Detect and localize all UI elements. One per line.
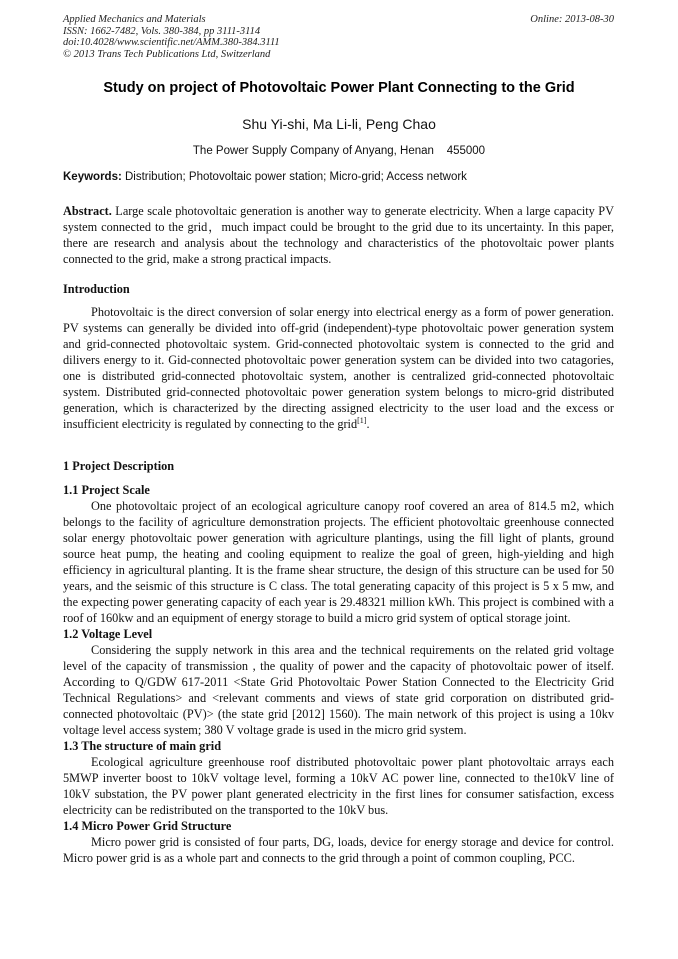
paper-authors: Shu Yi-shi, Ma Li-li, Peng Chao [242,116,436,132]
abstract-label: Abstract. [63,204,112,218]
keywords-text: Distribution; Photovoltaic power station; Micro-grid; Access network [121,171,467,183]
paper-title: Study on project of Photovoltaic Power Plant Connecting to the Grid [103,80,575,96]
keywords-line [63,171,623,183]
journal-header [63,14,614,60]
introduction-text: Photovoltaic is the direct conversion of solar energy into electrical energy as a form of power generation. PV systems can generally be divided into off-grid (independent)-type photovoltaic power generation system and grid-connected photovoltaic system. Grid-connected photovoltaic system is connected to the grid and dilivers energy to it. Gid-connected photovoltaic power generation system can be divided into two catagories, one is distributed grid-connected photovoltaic system, another is centralized grid-connected photovoltaic system. Distributed grid-connected photovoltaic power generation system belongs to micro-grid distributed generation, which is characterized by the directing assigned electricity to the user load and the excess or insufficient electricity is regulated by connecting to the grid [63,305,614,431]
issn-line: ISSN: 1662-7482, Vols. 380-384, pp 3111-3114 [63,25,261,37]
section-1-4-text: Micro power grid is consisted of four parts, DG, loads, device for energy storage and device for control. Micro power grid is as a whole part and connects to the grid through a point of common coupling, PCC. [63,835,614,865]
section-1-2-text: Considering the supply network in this area and the technical requirements on the related grid voltage level of the capacity of transmission , the quality of power and the capacity of photovoltaic power of itself. According to Q/GDW 617-2011 <State Grid Photovoltaic Power Station Connected to the Electricity Grid Technical Regulations> and <relevant comments and views of state grid corporation on distributed grid-connected photovoltaic (PV)> (the state grid [2012] 1560). The main network of this project is using a 10kv voltage level access system; 380 V voltage grade is used in the micro grid system. [63,643,614,737]
copyright-line: © 2013 Trans Tech Publications Ltd, Switzerland [63,48,271,60]
section-1-3-heading: 1.3 The structure of main grid [63,739,222,753]
introduction-end: . [366,417,370,431]
author-affiliation: The Power Supply Company of Anyang, Henan 455000 [192,145,486,157]
section-1-heading: 1 Project Description [63,459,175,473]
section-1-4-heading: 1.4 Micro Power Grid Structure [63,819,232,833]
section-1-3-text: Ecological agriculture greenhouse roof distributed photovoltaic power plant photovoltaic arrays each 5MWP inverter boost to 10kV voltage level, forming a 10kV AC power line, connected to the10kV line of 10kV substation, the PV power plant generated electricity in the first lines for consumer satisfaction, excess electricity can be redistributed on the transported to the 10kV bus. [63,755,614,817]
section-1-1-text: One photovoltaic project of an ecological agriculture canopy roof covered an area of 814.5 m2, which belongs to the facility of agriculture demonstration projects. The efficient photovoltaic greenhouse connected solar energy photovoltaic power generation with agriculture plantings, using the fill light of plants, ground source heat pump, the heating and cooling equipment to realize the goal of green, high-yielding and high efficiency in agricultural planting. It is the frame shear structure, the design of this structure can be used for 50 years, and the seismic of this structure is C class. The total generating capacity of this project is 5 x 5 mw, and the expecting power generating capacity of each year is 29.48321 million kWh. This project is combined with a roof of 160kw and an equipment of energy storage to build a micro grid system of optical storage joint. [63,499,614,625]
introduction-section [63,281,614,432]
online-date: Online: 2013-08-30 [530,14,614,25]
keywords-label: Keywords: [63,171,122,183]
section-1 [63,458,614,866]
citation-ref: [1] [357,415,367,425]
section-1-2-heading: 1.2 Voltage Level [63,627,153,641]
doi-line: doi:10.4028/www.scientific.net/AMM.380-384.3111 [63,37,280,48]
journal-name: Applied Mechanics and Materials [63,14,206,25]
abstract [63,203,614,267]
abstract-text: Large scale photovoltaic generation is another way to generate electricity. When a large capacity PV system connected to the grid，much impact could be brought to the grid due to its uncertainty. In this paper, there are research and analysis about the technology and characteristics of the photovoltaic power plants connected to the grid, make a strong practical impacts. [63,204,614,266]
section-1-1-heading: 1.1 Project Scale [63,483,150,497]
introduction-heading: Introduction [63,282,130,296]
